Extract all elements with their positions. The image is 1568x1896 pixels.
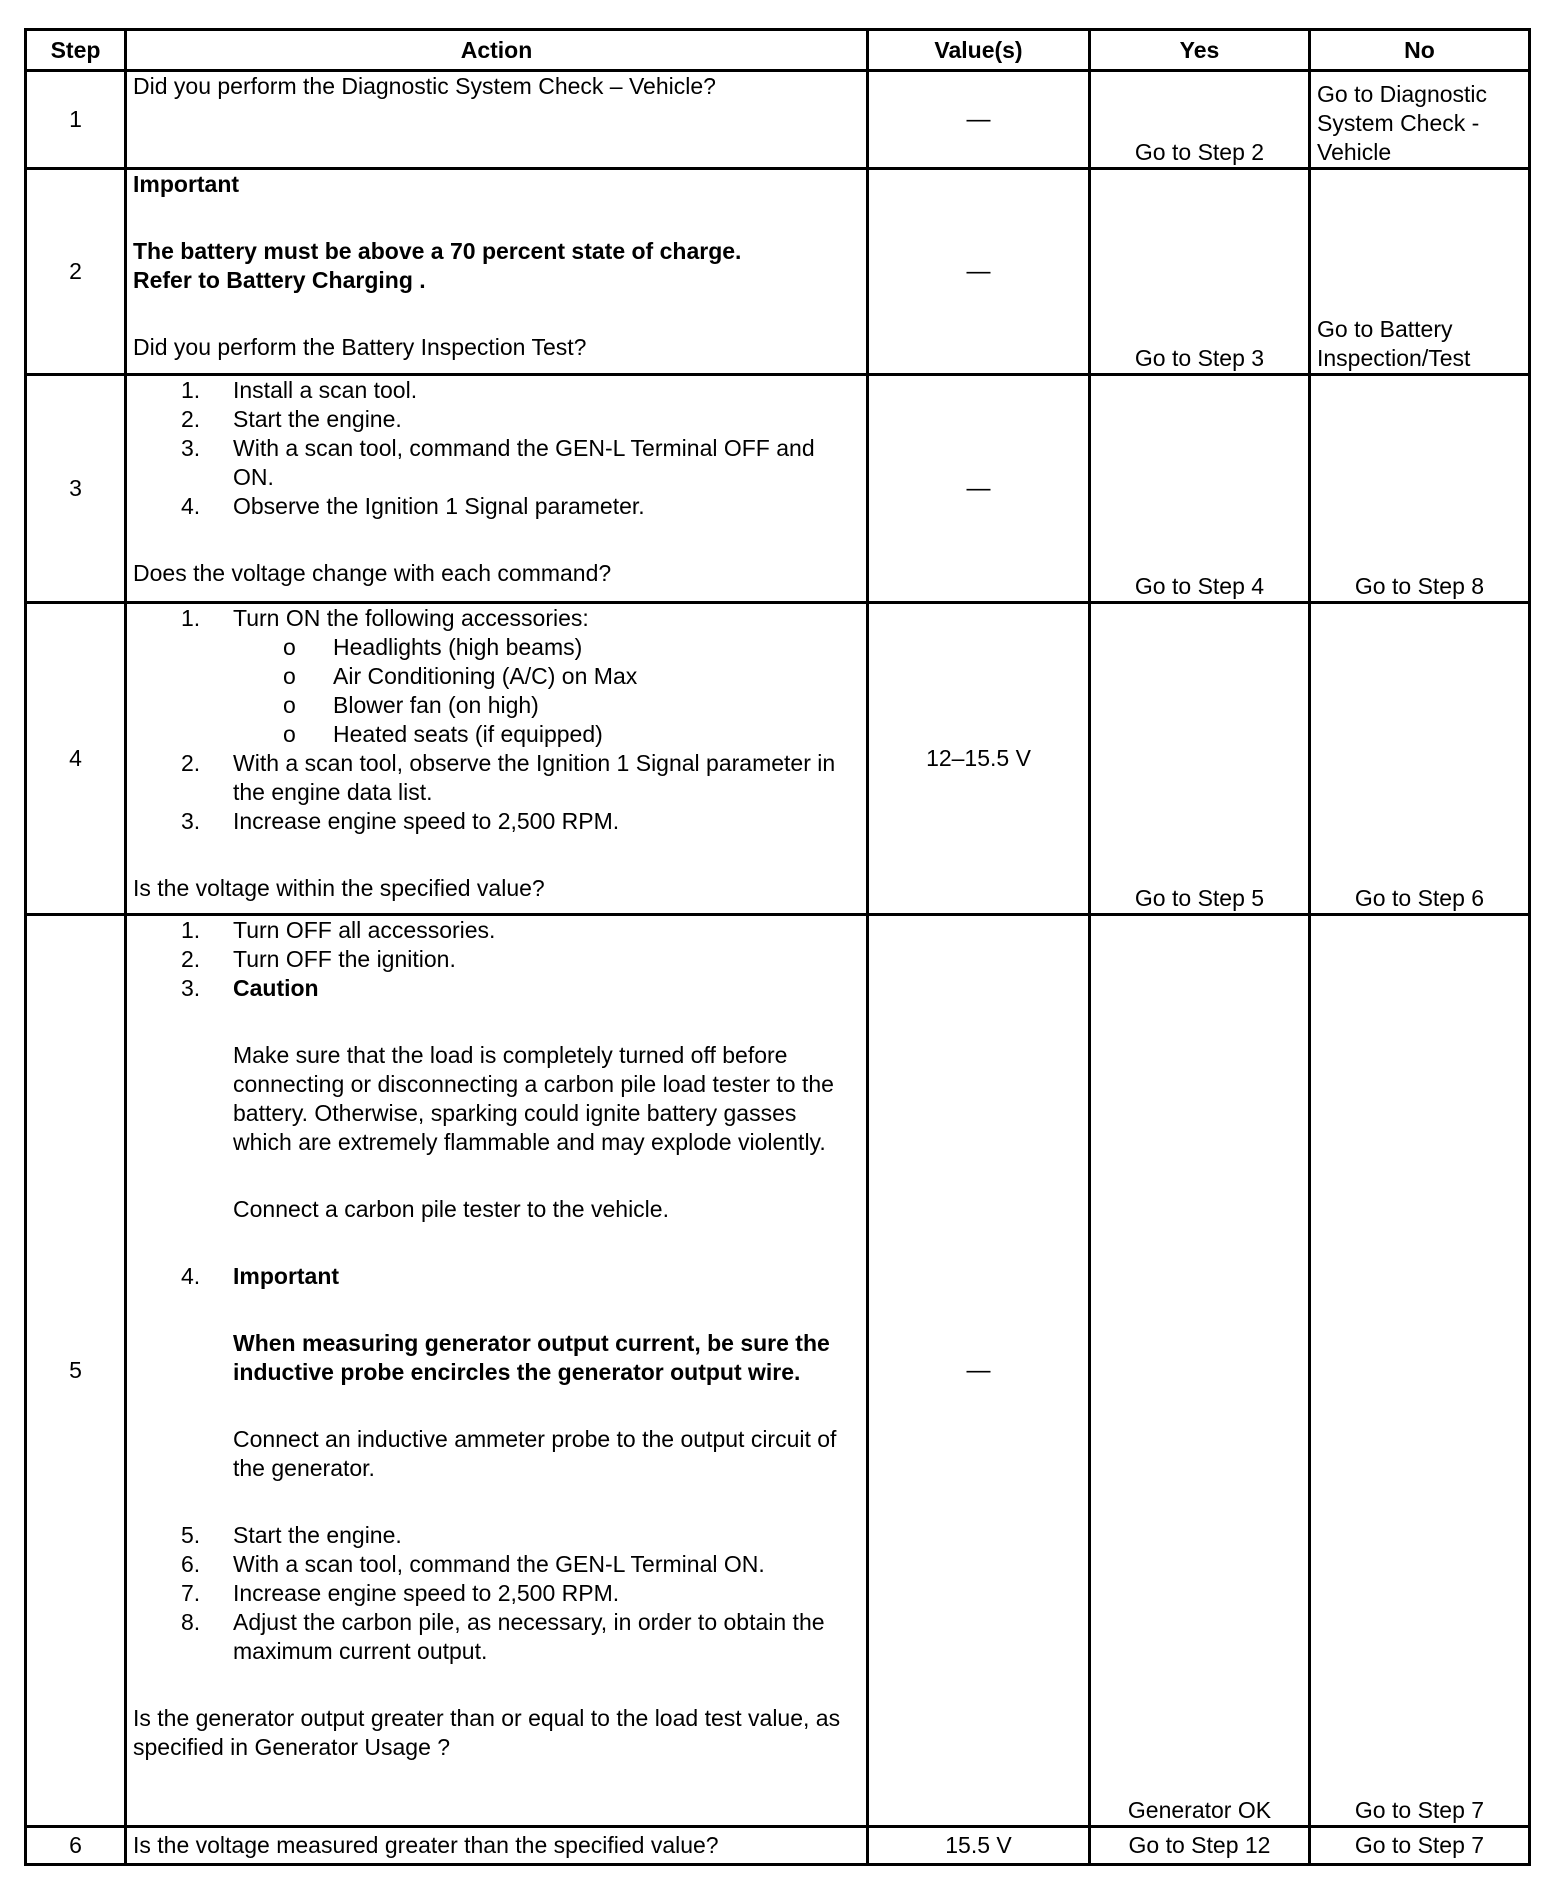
item-number: 1. (181, 605, 201, 631)
no-cell: Go to Step 6 (1310, 603, 1530, 915)
action-cell (126, 915, 868, 1827)
list-item (181, 749, 860, 807)
accessory-text: Headlights (high beams) (333, 634, 583, 660)
value-cell: — (868, 375, 1090, 603)
item-number: 4. (181, 1263, 201, 1289)
no-cell: Go to Step 7 (1310, 1827, 1530, 1865)
item-text: Observe the Ignition 1 Signal parameter. (233, 493, 645, 519)
action-cell (126, 603, 868, 915)
list-item (181, 1550, 860, 1579)
bullet-marker: o (283, 634, 296, 660)
step-number: 6 (26, 1827, 126, 1865)
item-number: 5. (181, 1522, 201, 1548)
yes-cell: Go to Step 4 (1090, 375, 1310, 603)
caution-text: Make sure that the load is completely turned off before connecting or disconnecting a carbon pile load tester to the battery. Otherwise, sparking could ignite battery gasses which are extremely flammable and may explode violently. (233, 1042, 834, 1155)
list-item (181, 1262, 860, 1291)
table-row-step-1 (26, 71, 1530, 169)
item-number: 2. (181, 406, 201, 432)
diagnostic-table (24, 28, 1531, 1866)
list-item (181, 492, 860, 521)
list-item (181, 1579, 860, 1608)
no-cell: Go to Step 8 (1310, 375, 1530, 603)
yes-cell: Go to Step 5 (1090, 603, 1310, 915)
important-text: The battery must be above a 70 percent state of charge. (133, 238, 742, 264)
yes-cell: Go to Step 12 (1090, 1827, 1310, 1865)
bullet-item (283, 720, 860, 749)
item-number: 1. (181, 377, 201, 403)
table-row-step-5 (26, 915, 1530, 1827)
item-text: Start the engine. (233, 406, 402, 432)
bullet-marker: o (283, 692, 296, 718)
no-cell (1310, 169, 1530, 375)
list-item (181, 945, 860, 974)
action-question: Is the voltage measured greater than the specified value? (133, 1832, 719, 1858)
item-number: 7. (181, 1580, 201, 1606)
item-text: Install a scan tool. (233, 377, 418, 403)
no-line: Inspection/Test (1317, 345, 1471, 371)
action-question: Does the voltage change with each command? (133, 560, 612, 586)
list-item (181, 376, 860, 405)
list-item (181, 405, 860, 434)
accessory-text: Blower fan (on high) (333, 692, 539, 718)
item-text: With a scan tool, command the GEN-L Terminal OFF and ON. (233, 435, 815, 490)
header-yes: Yes (1090, 30, 1310, 71)
important-action: Connect an inductive ammeter probe to the output circuit of the generator. (233, 1426, 837, 1481)
item-number: 3. (181, 808, 201, 834)
table-row-step-2 (26, 169, 1530, 375)
bullet-marker: o (283, 721, 296, 747)
yes-cell: Go to Step 3 (1090, 169, 1310, 375)
item-text: Turn ON the following accessories: (233, 605, 589, 631)
item-text: Adjust the carbon pile, as necessary, in order to obtain the maximum current output. (233, 1609, 825, 1664)
item-number: 6. (181, 1551, 201, 1577)
item-number: 2. (181, 946, 201, 972)
step-number: 5 (26, 915, 126, 1827)
bullet-marker: o (283, 663, 296, 689)
action-question: Is the voltage within the specified value? (133, 875, 545, 901)
value-cell: 12–15.5 V (868, 603, 1090, 915)
bullet-item (283, 691, 860, 720)
item-number: 8. (181, 1609, 201, 1635)
item-text: Turn OFF the ignition. (233, 946, 456, 972)
item-number: 3. (181, 975, 201, 1001)
item-text: With a scan tool, command the GEN-L Terminal ON. (233, 1551, 765, 1577)
table-row-step-4 (26, 603, 1530, 915)
header-action: Action (126, 30, 868, 71)
important-label: Important (133, 171, 240, 197)
item-number: 2. (181, 750, 201, 776)
no-line: Go to Diagnostic (1317, 81, 1488, 107)
item-number: 1. (181, 917, 201, 943)
action-cell (126, 1827, 868, 1865)
step-number: 3 (26, 375, 126, 603)
action-question: Did you perform the Battery Inspection Test? (133, 334, 587, 360)
action-cell (126, 375, 868, 603)
list-item (181, 434, 860, 492)
table-row-step-3 (26, 375, 1530, 603)
value-cell: 15.5 V (868, 1827, 1090, 1865)
value-cell: — (868, 915, 1090, 1827)
action-cell (126, 71, 868, 169)
no-line: Go to Battery (1317, 316, 1453, 342)
value-cell: — (868, 71, 1090, 169)
list-item (181, 1521, 860, 1550)
yes-cell: Go to Step 2 (1090, 71, 1310, 169)
action-question: Did you perform the Diagnostic System Check – Vehicle? (133, 73, 716, 99)
item-text: Turn OFF all accessories. (233, 917, 496, 943)
action-cell (126, 169, 868, 375)
item-text: Increase engine speed to 2,500 RPM. (233, 808, 620, 834)
item-text: With a scan tool, observe the Ignition 1 Signal parameter in the engine data list. (233, 750, 836, 805)
no-line: System Check - (1317, 110, 1480, 136)
item-number: 4. (181, 493, 201, 519)
item-text: Increase engine speed to 2,500 RPM. (233, 1580, 620, 1606)
no-cell: Go to Step 7 (1310, 915, 1530, 1827)
action-question: Is the generator output greater than or equal to the load test value, as specified in Generator Usage ? (133, 1705, 841, 1760)
step-number: 1 (26, 71, 126, 169)
no-cell (1310, 71, 1530, 169)
list-item (181, 916, 860, 945)
caution-action: Connect a carbon pile tester to the vehicle. (233, 1196, 669, 1222)
header-no: No (1310, 30, 1530, 71)
list-item (181, 807, 860, 836)
list-item (181, 974, 860, 1003)
value-cell: — (868, 169, 1090, 375)
step-number: 2 (26, 169, 126, 375)
list-item (181, 604, 860, 633)
important-text: Refer to Battery Charging . (133, 267, 426, 293)
no-line: Vehicle (1317, 139, 1392, 165)
header-values: Value(s) (868, 30, 1090, 71)
list-item (181, 1608, 860, 1666)
step-number: 4 (26, 603, 126, 915)
header-step: Step (26, 30, 126, 71)
bullet-item (283, 633, 860, 662)
accessory-text: Air Conditioning (A/C) on Max (333, 663, 638, 689)
caution-label: Caution (233, 975, 319, 1001)
item-number: 3. (181, 435, 201, 461)
table-header-row (26, 30, 1530, 71)
table-row-step-6 (26, 1827, 1530, 1865)
accessory-text: Heated seats (if equipped) (333, 721, 603, 747)
yes-cell: Generator OK (1090, 915, 1310, 1827)
item-text: Start the engine. (233, 1522, 402, 1548)
important-text: When measuring generator output current, be sure the inductive probe encircles the generator output wire. (233, 1330, 830, 1385)
bullet-item (283, 662, 860, 691)
important-label: Important (233, 1263, 340, 1289)
